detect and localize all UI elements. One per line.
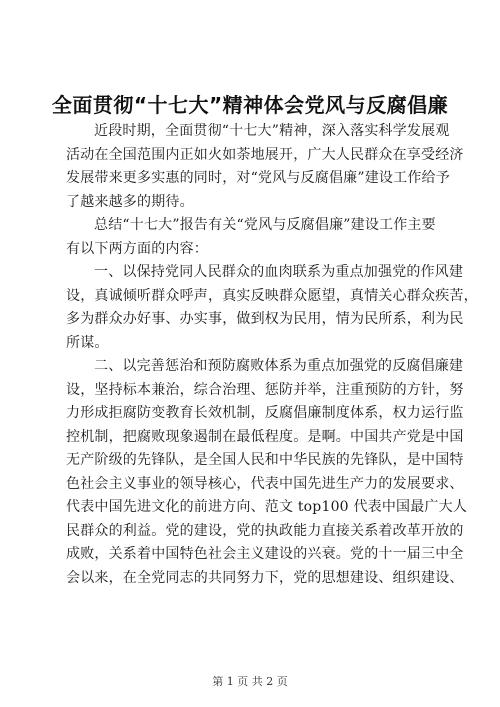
paragraph-line: 二、以完善惩治和预防腐败体系为重点加强党的反腐倡廉建	[94, 358, 464, 374]
paragraph-4	[66, 355, 468, 590]
paragraph-line: 一、以保持党同人民群众的血肉联系为重点加强党的作风建	[94, 264, 464, 280]
paragraph-line: 多为群众办好事、办实事，做到权为民用，情为民所系，利为民	[66, 311, 464, 327]
paragraph-line: 活动在全国范围内正如火如荼地展开，广大人民群众在享受经济	[66, 146, 464, 163]
document-title: 全面贯彻“十七大”精神体会党风与反腐倡廉	[51, 93, 449, 117]
paragraph-1	[66, 120, 464, 214]
paragraph-line: 有以下两方面的内容：	[66, 240, 208, 257]
paragraph-line: 代表中国先进文化的前进方向、范文 top100 代表中国最广大人	[66, 499, 468, 515]
paragraph-line: 成败，关系着中国特色社会主义建设的兴衰。党的十一届三中全	[66, 546, 464, 562]
page-footer: 第 1 页 共 2 页	[212, 675, 288, 688]
paragraph-line: 力形成拒腐防变教育长效机制，反腐倡廉制度体系，权力运行监	[66, 405, 464, 421]
paragraph-line: 所谋。	[66, 334, 109, 351]
paragraph-line: 总结“十七大”报告有关“党风与反腐倡廉”建设工作主要	[94, 217, 436, 233]
paragraph-line: 会以来，在全党同志的共同努力下，党的思想建设、组织建设、	[66, 569, 464, 586]
paragraph-line: 发展带来更多实惠的同时，对“党风与反腐倡廉”建设工作给予	[66, 170, 450, 186]
paragraph-line: 无产阶级的先锋队，是全国人民和中华民族的先锋队，是中国特	[66, 452, 464, 468]
paragraph-line: 设，坚持标本兼治，综合治理、惩防并举，注重预防的方针，努	[66, 381, 464, 398]
paragraph-line: 设，真诚倾听群众呼声，真实反映群众愿望，真情关心群众疾苦，	[66, 287, 478, 304]
document-body	[66, 120, 478, 590]
paragraph-line: 了越来越多的期待。	[66, 193, 194, 210]
paragraph-line: 民群众的利益。党的建设，党的执政能力直接关系着改革开放的	[66, 522, 464, 539]
paragraph-line: 色社会主义事业的领导核心，代表中国先进生产力的发展要求、	[66, 475, 464, 492]
paragraph-line: 近段时期，全面贯彻“十七大”精神，深入落实科学发展观	[94, 123, 450, 139]
paragraph-line: 控机制，把腐败现象遏制在最低程度。是啊。中国共产党是中国	[66, 428, 464, 445]
paragraph-2	[66, 214, 456, 261]
paragraph-3	[66, 261, 478, 355]
